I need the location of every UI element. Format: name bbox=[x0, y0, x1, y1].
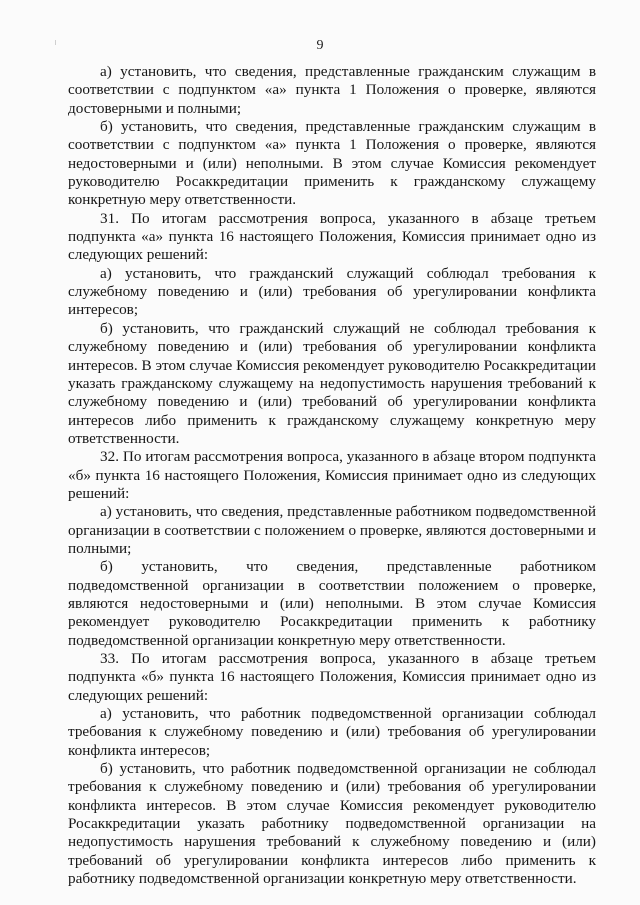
paragraph-32a: а) установить, что сведения, представленные работником подведомственной организации в соответствии с положением о проверке, являются достоверными и полными; bbox=[68, 503, 596, 557]
paragraph-31a: а) установить, что гражданский служащий соблюдал требования к служебному поведению и (или) требования об урегулировании конфликта интересов; bbox=[68, 264, 596, 319]
paragraph-31b: б) установить, что гражданский служащий не соблюдал требования к служебному поведению и (или) требования об урегулировании конфликта интересов. В этом случае Комиссия рекомендует руководителю Росаккредитации указать гражданскому служащему на недопустимость нарушения требований к служебному поведению и (или) требований об урегулировании конфликта интересов либо применить к гражданскому служащему конкретную меру ответственности. bbox=[68, 319, 596, 447]
paragraph-30b: б) установить, что сведения, представленные гражданским служащим в соответствии с подпунктом «а» пункта 1 Положения о проверке, являются недостоверными и (или) неполными. В этом случае Комиссия рекомендует руководителю Росаккредитации применить к гражданскому служащему конкретную меру ответственности. bbox=[68, 118, 596, 209]
paragraph-31: 31. По итогам рассмотрения вопроса, указанного в абзаце третьем подпункта «а» пункта 16 настоящего Положения, Комиссия принимает одно из следующих решений: bbox=[68, 209, 596, 264]
page-number: 9 bbox=[316, 38, 324, 53]
paragraph-33: 33. По итогам рассмотрения вопроса, указанного в абзаце третьем подпункта «б» пункта 16 настоящего Положения, Комиссия принимает одно из следующих решений: bbox=[68, 650, 596, 704]
paragraph-33b: б) установить, что работник подведомственной организации не соблюдал требования к служебному поведению и (или) требования об урегулировании конфликта интересов. В этом случае Комиссия рекомендует руководителю Росаккредитации указать работнику подведомственной организации на недопустимость нарушения требований к служебному поведению и (или) требований об урегулировании конфликта интересов либо применить к работнику подведомственной организации конкретную меру ответственности. bbox=[68, 760, 596, 888]
document-body bbox=[68, 63, 596, 888]
paragraph-30a: а) установить, что сведения, представленные гражданским служащим в соответствии с подпунктом «а» пункта 1 Положения о проверке, являются достоверными и полными; bbox=[68, 63, 596, 117]
paragraph-33a: а) установить, что работник подведомственной организации соблюдал требования к служебному поведению и (или) требования об урегулировании конфликта интересов; bbox=[68, 705, 596, 759]
paragraph-32: 32. По итогам рассмотрения вопроса, указанного в абзаце втором подпункта «б» пункта 16 настоящего Положения, Комиссия принимает одно из следующих решений: bbox=[68, 448, 596, 502]
paragraph-32b: б) установить, что сведения, представленные работником подведомственной организации в соответствии положением о проверке, являются недостоверными и (или) неполными. В этом случае Комиссия рекомендует руководителю Росаккредитации применить к работнику подведомственной организации конкретную меру ответственности. bbox=[68, 558, 596, 649]
